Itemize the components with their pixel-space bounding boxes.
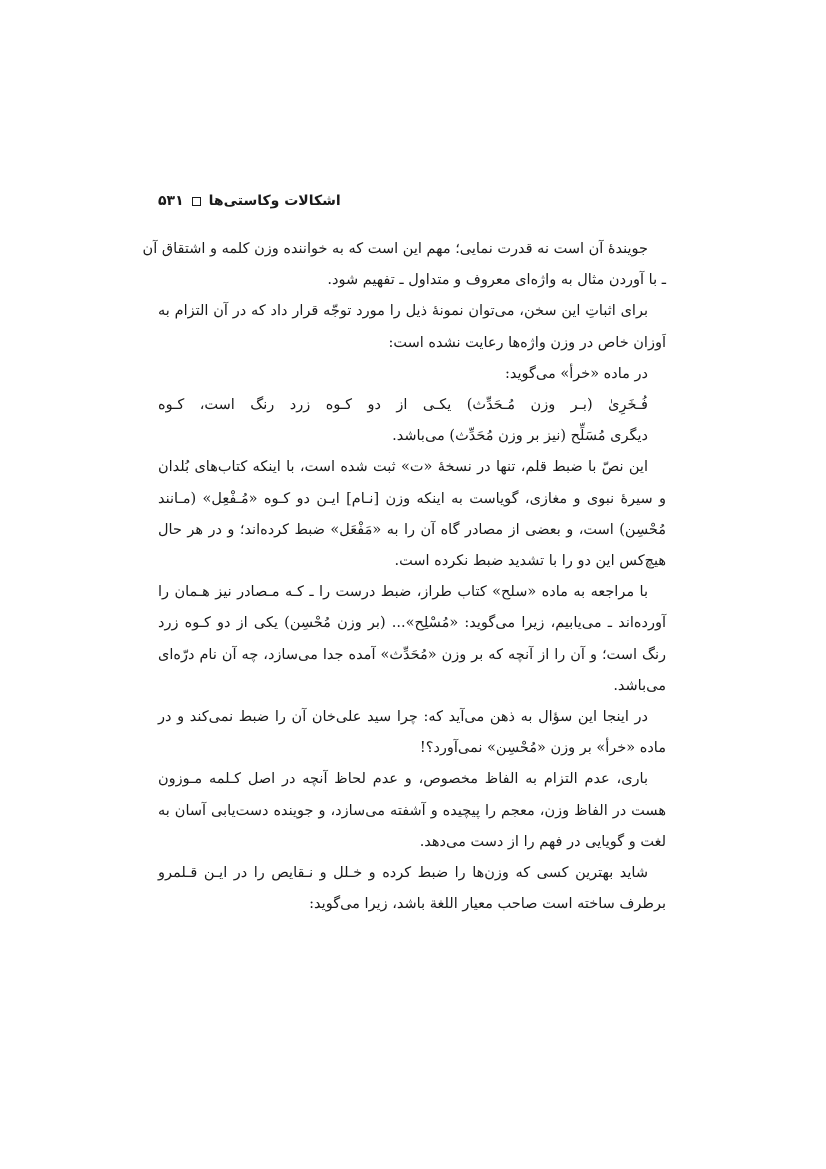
text-line: باری، عدم التزام به الفاظ مخصوص، و عدم لحاظ آنچه در اصل کـلمه مـوزون bbox=[158, 771, 648, 788]
text-line: آورده‌اند ـ می‌یابیم، زیرا می‌گوید: «مُسْلِح»... (بر وزن مُحْسِن) یکی از دو کـوه زرد bbox=[158, 615, 666, 632]
text-line: رنگ است؛ و آن را از آنچه که بر وزن «مُحَدِّث» آمده جدا می‌سازد، چه آن نام درّه‌ای bbox=[158, 646, 666, 663]
text-line: فُـخَرِیٰ (بـر وزن مُـحَدِّث) یکـی از دو کـوه زرد رنگ است، کـوه bbox=[158, 397, 648, 414]
body-text bbox=[142, 234, 666, 920]
text-line: در ماده «خرأ» می‌گوید: bbox=[504, 365, 648, 382]
square-icon bbox=[192, 197, 201, 206]
text-line: این نصّ با ضبط قلم، تنها در نسخهٔ «ت» ثبت شده است، با اینکه کتاب‌های بُلدان bbox=[158, 459, 648, 476]
paragraph bbox=[158, 296, 666, 358]
text-line: هیچ‌کس این دو را با تشدید ضبط نکرده است. bbox=[394, 553, 666, 570]
text-line: در اینجا این سؤال به ذهن می‌آید که: چرا سید علی‌خان آن را ضبط نمی‌کند و در bbox=[158, 709, 648, 726]
running-head bbox=[158, 188, 666, 214]
paragraph bbox=[158, 764, 666, 858]
text-line: برای اثباتِ این سخن، می‌توان نمونهٔ ذیل را مورد توجّه قرار داد که در آن التزام به bbox=[158, 303, 648, 320]
text-line: هست در الفاظ وزن، معجم را پیچیده و آشفته می‌سازد، و جوینده دست‌یابی آسان به bbox=[158, 802, 666, 819]
text-line: می‌باشد. bbox=[613, 677, 666, 694]
text-line: جویندهٔ آن است نه قدرت نمایی؛ مهم این است که به خواننده وزن کلمه و اشتقاق آن bbox=[142, 241, 648, 257]
text-line: برطرف ساخته است صاحب معیار اللغة باشد، زیرا می‌گوید: bbox=[309, 896, 666, 913]
quoted-passage bbox=[158, 390, 666, 452]
paragraph bbox=[142, 234, 666, 296]
text-line: لغت و گویایی در فهم را از دست می‌دهد. bbox=[419, 833, 666, 850]
text-line: دیگری مُسَلِّح (نیز بر وزن مُحَدِّث) می‌باشد. bbox=[392, 428, 648, 445]
text-line: مُحْسِن) است، و بعضی از مصادر گاه آن را به «مَفْعَل» ضبط کرده‌اند؛ و در هر حال bbox=[158, 521, 666, 538]
page-number: ۵۳۱ bbox=[158, 193, 184, 209]
text-line: شاید بهترین کسی که وزن‌ها را ضبط کرده و خـلل و نـقایص را در ایـن قـلمرو bbox=[158, 865, 648, 882]
book-page bbox=[142, 188, 666, 920]
text-line: و سیرهٔ نبوی و مغازی، گویاست به اینکه وزن [نـام] ایـن دو کـوه «مُـفْعِل» (مـانند bbox=[158, 490, 666, 507]
paragraph bbox=[158, 858, 666, 920]
chapter-title: اشکالات وکاستی‌ها bbox=[208, 193, 341, 209]
paragraph bbox=[158, 359, 666, 390]
text-line: ـ با آوردن مثال به واژه‌ای معروف و متداول ـ تفهیم شود. bbox=[327, 272, 666, 289]
text-line: ماده «خرأ» بر وزن «مُحْسِن» نمی‌آورد؟! bbox=[419, 740, 666, 757]
paragraph bbox=[158, 702, 666, 764]
paragraph bbox=[158, 577, 666, 702]
text-line: اَوزان خاص در وزن واژه‌ها رعایت نشده است: bbox=[388, 334, 666, 351]
paragraph bbox=[158, 452, 666, 577]
text-line: با مراجعه به ماده «سلح» کتاب طراز، ضبط درست را ـ کـه مـصادر نیز هـمان را bbox=[158, 584, 648, 601]
